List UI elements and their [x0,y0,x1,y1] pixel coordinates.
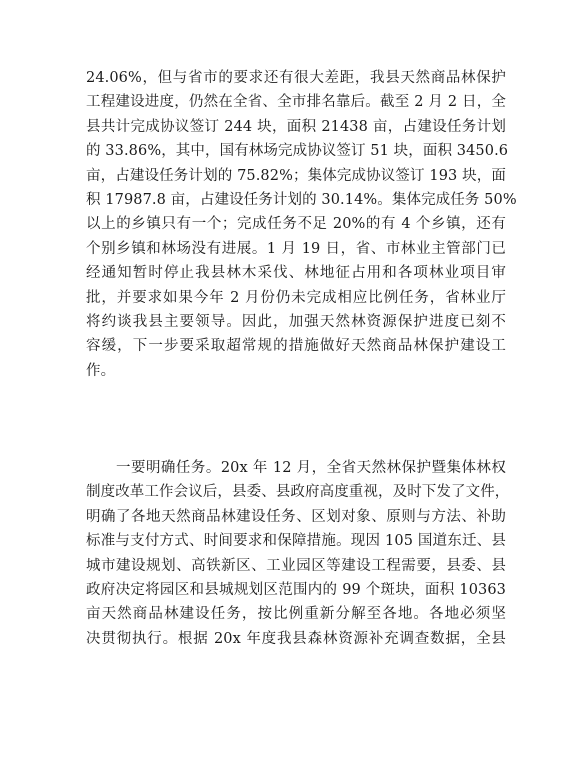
text-line: 政府决定将园区和县城规划区范围内的 99 个斑块，面积 10363 [86,581,506,598]
text-line: 制度改革工作会议后，县委、县政府高度重视，及时下发了文件， [86,484,510,501]
text-line: 一要明确任务。20x 年 12 月，全省天然林保护暨集体林权 [116,460,506,476]
text-line: 亩，占建设任务计划的 75.82%；集体完成协议签订 193 块，面 [86,167,506,184]
text-line: 个别乡镇和林场没有进展。1 月 19 日，省、市林业主管部门已 [86,240,506,257]
text-line: 城市建设规划、高铁新区、工业园区等建设工程需要，县委、县 [86,557,506,574]
text-line: 以上的乡镇只有一个；完成任务不足 20%的有 4 个乡镇，还有 [86,216,506,233]
text-line: 将约谈我县主要领导。因此，加强天然林资源保护进度已刻不 [86,313,506,330]
text-line: 积 17987.8 亩，占建设任务计划的 30.14%。集体完成任务 50% [86,191,517,208]
text-line: 作。 [86,362,116,379]
text-line: 24.06%，但与省市的要求还有很大差距，我县天然商品林保护 [86,70,506,86]
text-line: 亩天然商品林建设任务，按比例重新分解至各地。各地必须坚 [86,606,506,623]
text-line: 的 33.86%，其中，国有林场完成协议签订 51 块，面积 3450.6 [86,143,509,160]
text-line: 决贯彻执行。根据 20x 年度我县森林资源补充调查数据，全县 [86,630,506,647]
text-line: 明确了各地天然商品林建设任务、区划对象、原则与方法、补助 [86,508,506,525]
paragraph-clarify-tasks [86,456,510,651]
text-line: 工程建设进度，仍然在全省、全市排名靠后。截至 2 月 2 日，全 [86,94,506,111]
text-line: 标准与支付方式、时间要求和保障措施。现因 105 国道东迁、县 [86,533,506,550]
paragraph-progress-status [86,66,517,383]
text-line: 批，并要求如果今年 2 月份仍未完成相应比例任务，省林业厅 [86,289,506,306]
text-line: 县共计完成协议签订 244 块，面积 21438 亩，占建设任务计划 [86,118,506,135]
text-line: 容缓，下一步要采取超常规的措施做好天然商品林保护建设工 [86,338,506,355]
text-line: 经通知暂时停止我县林木采伐、林地征占用和各项林业项目审 [86,265,506,282]
